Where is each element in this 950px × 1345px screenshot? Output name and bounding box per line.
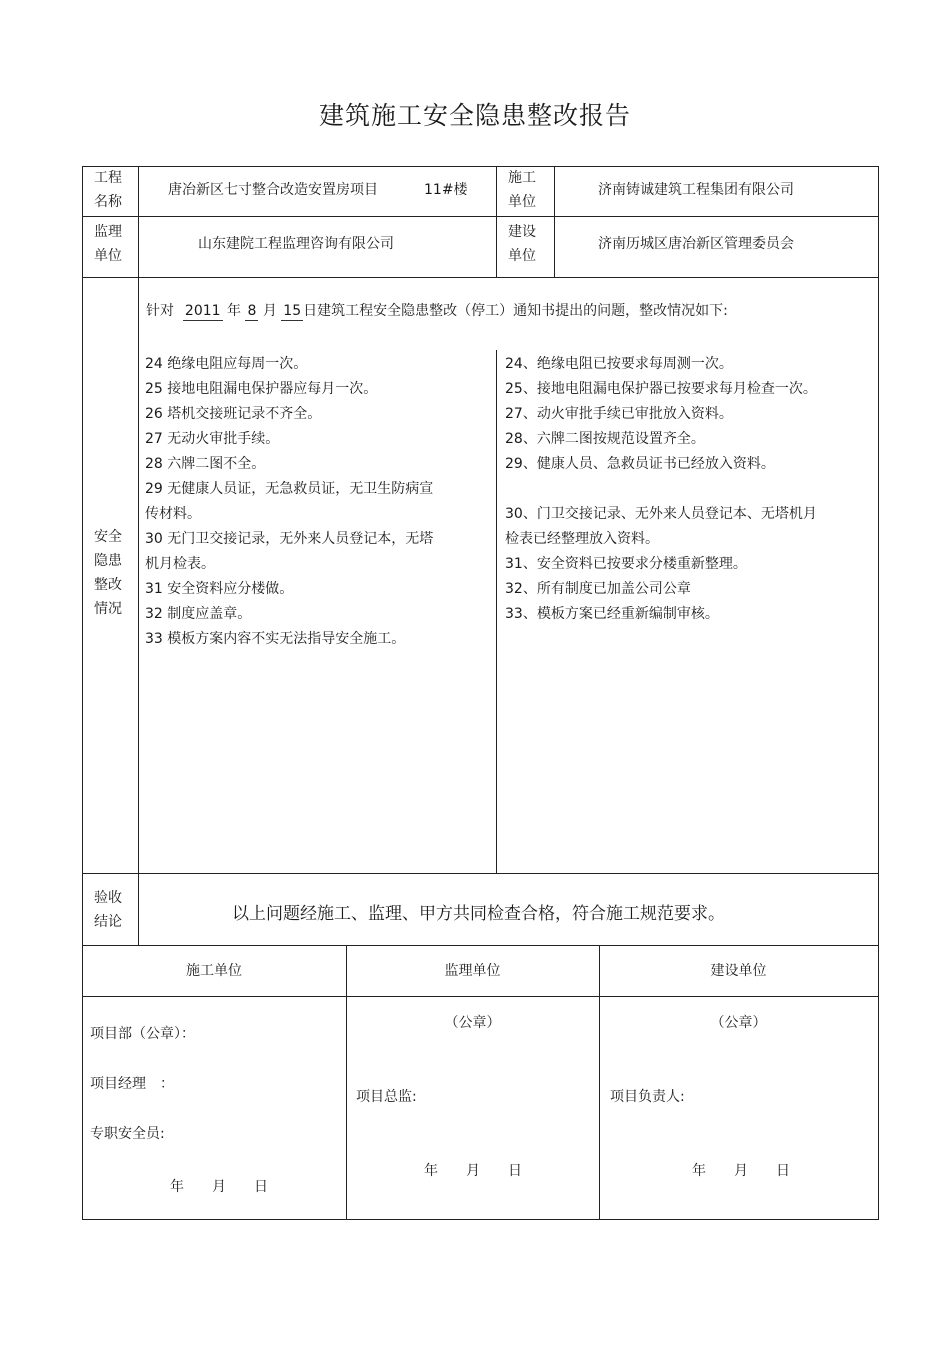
list-item: 28 六牌二图不全。	[145, 456, 266, 472]
document-title: 建筑施工安全隐患整改报告	[318, 101, 631, 130]
acceptance-label: 验收 结论	[94, 890, 122, 930]
fix-list	[505, 352, 817, 627]
project-name-label: 工程 名称	[94, 170, 122, 210]
project-lead: 项目负责人:	[610, 1089, 685, 1105]
list-item: 27、动火审批手续已审批放入资料。	[505, 406, 733, 422]
construction-unit: 济南铸诚建筑工程集团有限公司	[598, 182, 794, 198]
construction-unit-header: 施工单位	[186, 963, 242, 979]
project-name: 唐冶新区七寸整合改造安置房项目	[168, 182, 378, 198]
owner-unit: 济南历城区唐冶新区管理委员会	[598, 236, 794, 252]
notice-intro: 针对 2011 年 8 月 15 日建筑工程安全隐患整改（停工）通知书提出的问题，整改情况如下:	[146, 303, 728, 319]
list-item: 传材料。	[145, 506, 201, 522]
list-item: 25 接地电阻漏电保护器应每月一次。	[145, 381, 378, 397]
list-item: 33 模板方案内容不实无法指导安全施工。	[145, 631, 406, 647]
list-item: 33、模板方案已经重新编制审核。	[505, 606, 719, 622]
project-manager: 项目经理 ：	[90, 1076, 174, 1092]
acceptance-conclusion: 以上问题经施工、监理、甲方共同检查合格，符合施工规范要求。	[232, 904, 725, 924]
supervision-unit-header: 监理单位	[444, 963, 501, 979]
chief-supervisor: 项目总监:	[356, 1089, 417, 1105]
problem-list	[145, 352, 433, 652]
list-item: 30 无门卫交接记录，无外来人员登记本，无塔	[145, 531, 434, 547]
building-number: 11#楼	[424, 182, 468, 198]
owner-unit-label: 建设 单位	[508, 224, 536, 264]
project-dept-seal: 项目部（公章）：	[90, 1026, 195, 1042]
supervision-date: 年 月 日	[424, 1163, 522, 1179]
construction-unit-label: 施工 单位	[508, 170, 536, 210]
rectification-label: 安全 隐患 整改 情况	[94, 529, 122, 617]
list-item: 27 无动火审批手续。	[145, 431, 280, 447]
list-item: 检表已经整理放入资料。	[505, 531, 659, 547]
list-item: 31、安全资料已按要求分楼重新整理。	[505, 556, 747, 572]
list-item: 机月检表。	[145, 556, 215, 572]
owner-unit-header: 建设单位	[710, 963, 767, 979]
list-item: 32、所有制度已加盖公司公章	[505, 581, 691, 597]
supervision-unit-label: 监理 单位	[94, 224, 122, 264]
list-item: 28、六牌二图按规范设置齐全。	[505, 431, 705, 447]
construction-date: 年 月 日	[170, 1179, 268, 1195]
owner-date: 年 月 日	[692, 1163, 790, 1179]
safety-officer: 专职安全员:	[90, 1126, 165, 1142]
notice-month: 8	[247, 303, 257, 319]
owner-seal: （公章）	[710, 1015, 767, 1031]
notice-day: 15	[283, 303, 302, 319]
list-item	[505, 477, 817, 502]
supervision-seal: （公章）	[444, 1015, 501, 1031]
list-item: 32 制度应盖章。	[145, 606, 252, 622]
list-item: 30、门卫交接记录、无外来人员登记本、无塔机月	[505, 506, 817, 522]
list-item: 25、接地电阻漏电保护器已按要求每月检查一次。	[505, 381, 817, 397]
supervision-unit: 山东建院工程监理咨询有限公司	[198, 236, 394, 252]
list-item: 29、健康人员、急救员证书已经放入资料。	[505, 456, 775, 472]
list-item: 29 无健康人员证，无急救员证，无卫生防病宣	[145, 481, 434, 497]
list-item: 24 绝缘电阻应每周一次。	[145, 356, 308, 372]
notice-year: 2011	[184, 303, 221, 319]
list-item: 26 塔机交接班记录不齐全。	[145, 406, 322, 422]
list-item: 31 安全资料应分楼做。	[145, 581, 294, 597]
list-item: 24、绝缘电阻已按要求每周测一次。	[505, 356, 733, 372]
